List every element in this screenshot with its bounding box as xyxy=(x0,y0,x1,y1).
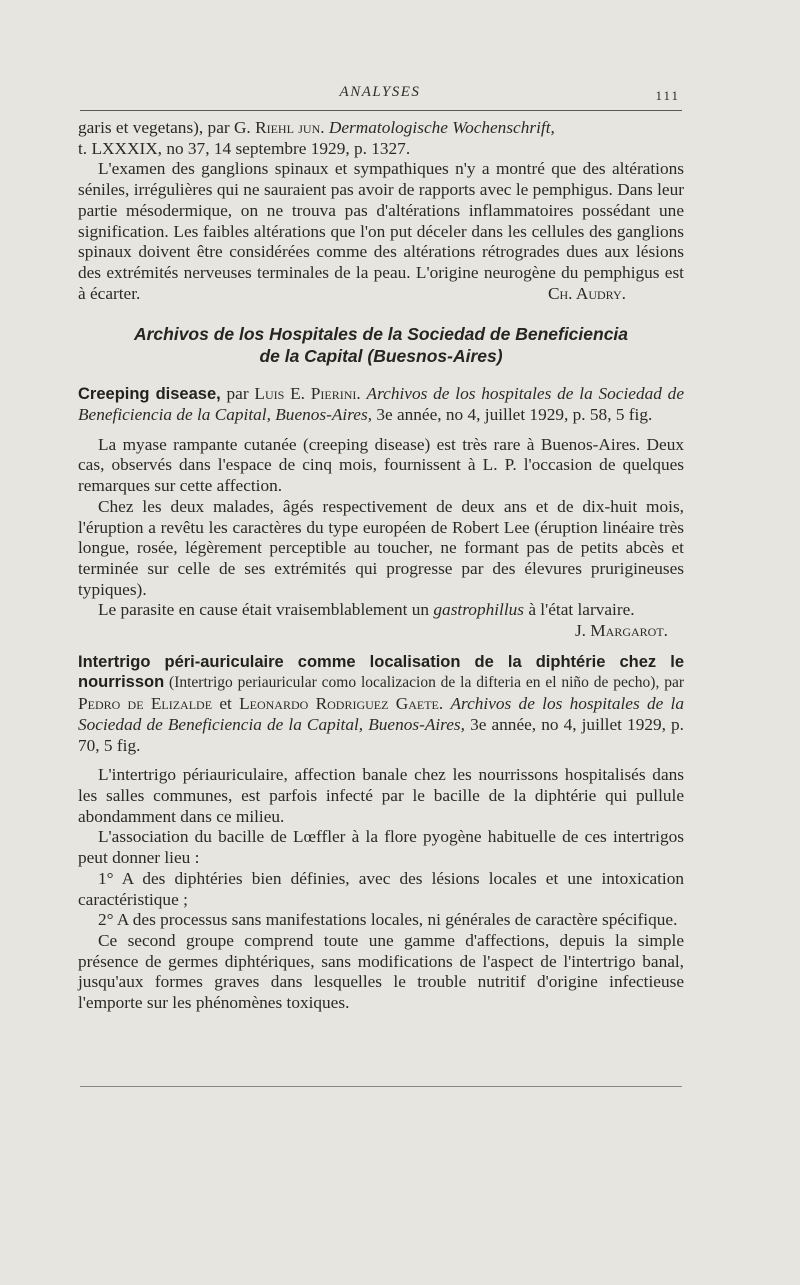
article-1-body xyxy=(78,159,684,304)
article-3-journal: Archivos de los hospitales de la Sociedad de Beneficiencia de la Capital, Buenos-Aires, xyxy=(78,694,684,734)
article-3-paragraph-2: L'association du bacille de Lœffler à la flore pyogène habituelle de ces intertrigos peut donner lieu : xyxy=(78,827,684,868)
article-3-paragraph-3: Ce second groupe comprend toute une gamme d'affections, depuis la simple présence de germes diphtériques, sans modifications de l'aspect de l'intertrigo banal, jusqu'aux formes graves dans lesquelles le trouble nutritif d'origine infectieuse l'emporte sur les phénomènes toxiques. xyxy=(78,930,684,1013)
citation-journal: Dermatologische Wochenschrift, xyxy=(328,118,555,137)
article-3-author-1: Pedro de Elizalde xyxy=(78,694,213,714)
article-2-byline: par xyxy=(220,384,255,404)
page-number: 111 xyxy=(655,88,680,103)
article-2-author: Luis E. Pierini xyxy=(254,384,357,404)
article-2-title: Creeping disease, xyxy=(78,385,221,404)
para3-suffix: à l'état larvaire. xyxy=(524,600,635,620)
article-3-dot: . xyxy=(438,694,451,714)
article-3-and: et xyxy=(212,694,240,714)
parasite-species: gastrophillus xyxy=(433,600,524,620)
citation-details: t. LXXXIX, no 37, 14 septembre 1929, p. 1327. xyxy=(78,138,411,158)
footer-rule xyxy=(80,1086,682,1087)
citation-prefix: garis et vegetans), par G. xyxy=(78,118,256,137)
citation-author: Riehl jun. xyxy=(255,118,325,137)
article-2-paragraph-2: Chez les deux malades, âgés respectivement de deux ans et de dix-huit mois, l'éruption a revêtu les caractères du type européen de Robert Lee (éruption linéaire très longue, rosée, légèrement perceptible au toucher, ne formant pas de petits abcès et terminée sur celle de ses extrémités qui progresse par des élevures prurigineuses typiques). xyxy=(78,496,684,599)
article-3-list-item-1: 1° A des diphtéries bien définies, avec des lésions locales et une intoxication caractéristique ; xyxy=(78,868,684,909)
article-2-head: Creeping disease, par Luis E. Pierini. Archivos de los hospitales de la Sociedad de Beneficiencia de la Capital, Buenos-Aires, 3e année, no 4, juillet 1929, p. 58, 5 fig. xyxy=(78,384,684,425)
article-3-head xyxy=(78,652,684,757)
section-title-line-1: Archivos de los Hospitales de la Sociedad de Beneficiencia xyxy=(133,324,629,345)
section-title xyxy=(78,323,684,367)
article-2-paragraph-3 xyxy=(78,600,684,621)
section-title-line-2: de la Capital (Buesnos-Aires) xyxy=(259,346,503,367)
article-3-list-item-2: 2° A des processus sans manifestations locales, ni générales de caractère spécifique. xyxy=(98,910,678,930)
article-1-body-text: L'examen des ganglions spinaux et sympathiques n'y a montré que des altérations séniles, irrégulières qui ne sauraient pas avoir de rapports avec le pemphigus. Dans leur partie mésodermique, on ne trouva pas d'altérations inflammatoires possédant une signification. Les faibles altérations que l'on put déceler dans les cellules des ganglions spinaux doivent être considérées comme des altérations rétrogrades dues aux lésions des extrémités nerveuses terminales de la peau. L'origine neurogène du pemphigus est à écarter. xyxy=(78,159,684,303)
article-3-subtitle: (Intertrigo periauricular como localizacion de la difteria en el niño de pecho), par xyxy=(164,674,684,692)
running-title: ANALYSES xyxy=(339,84,421,100)
article-1-citation xyxy=(78,118,684,159)
article-1-signature: Ch. Audry. xyxy=(547,283,626,303)
article-3-title: Intertrigo péri-auriculaire comme localisation de la diphtérie chez le nourrisson xyxy=(78,652,684,692)
article-2-journal: Archivos de los hospitales de la Sociedad de Beneficiencia de la Capital, Buenos-Aires, xyxy=(78,384,684,425)
article-3-paragraph-1: L'intertrigo périauriculaire, affection banale chez les nourrissons hospitalisés dans les salles communes, est parfois infecté par le bacille de la diphtérie qui pullule abondamment dans ce milieu. xyxy=(78,765,684,826)
article-3-citation-details: 3e année, no 4, juillet 1929, p. 70, 5 fig. xyxy=(78,714,684,755)
page-content xyxy=(78,118,684,1014)
article-2-signature: J. Margarot. xyxy=(574,621,668,641)
article-3-author-2: Leonardo Rodriguez Gaete xyxy=(239,694,439,714)
article-2-citation-details: 3e année, no 4, juillet 1929, p. 58, 5 fig. xyxy=(372,405,653,425)
page-header xyxy=(80,84,680,110)
article-2-paragraph-1: La myase rampante cutanée (creeping disease) est très rare à Buenos-Aires. Deux cas, observés dans l'espace de cinq mois, fournissent à L. P. l'occasion de quelques remarques sur cette affection. xyxy=(78,434,684,496)
header-rule xyxy=(80,110,682,111)
para3-prefix: Le parasite en cause était vraisemblablement un xyxy=(98,600,434,620)
